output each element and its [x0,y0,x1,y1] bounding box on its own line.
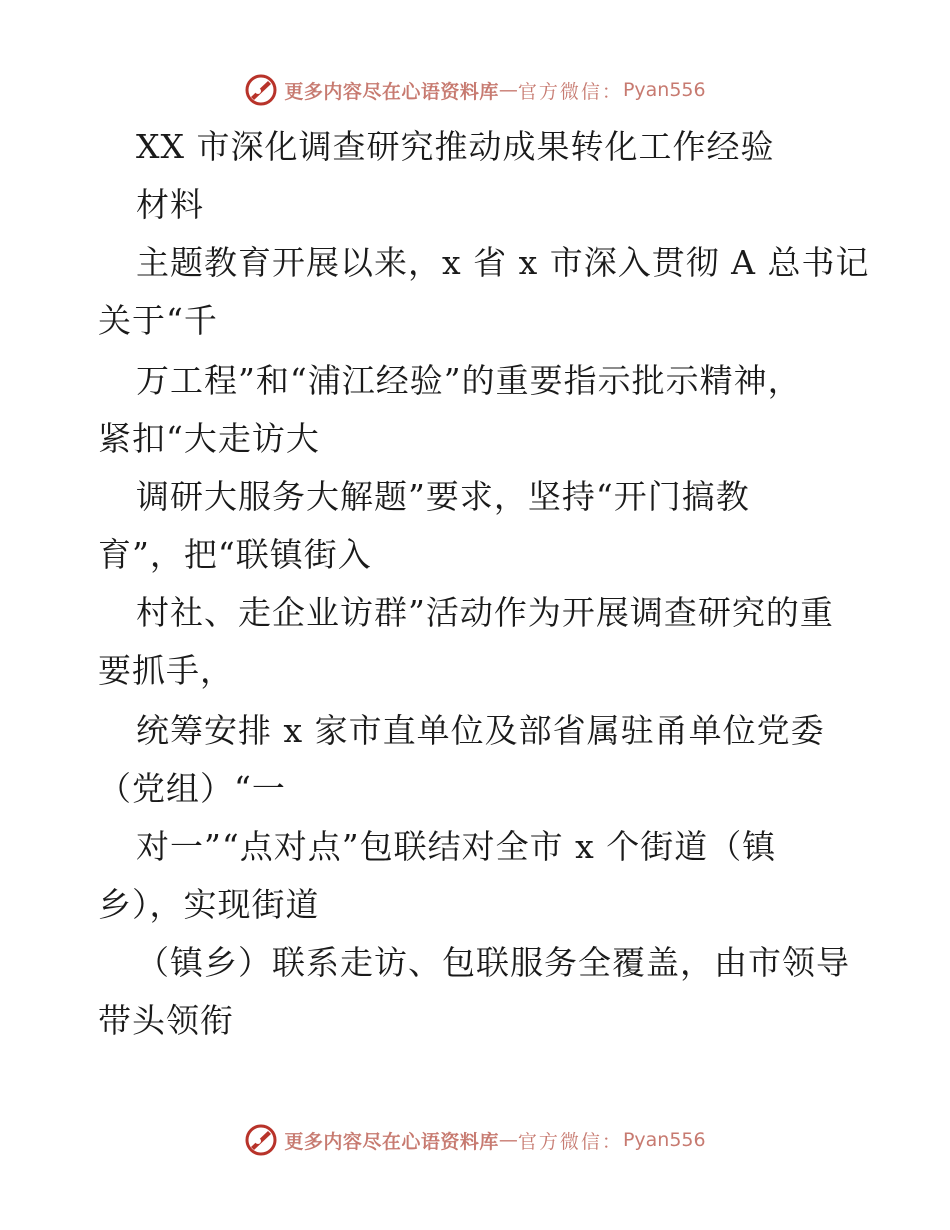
paragraph-line: 要抓手， [98,651,234,690]
paragraph-line: 万工程”和“浦江经验”的重要指示批示精神， [136,361,802,400]
watermark-lead-text: 更多内容尽在心语资料库 [284,80,499,103]
paragraph-line: 育”，把“联镇街入 [98,535,372,574]
paragraph-line: （镇乡）联系走访、包联服务全覆盖，由市领导 [136,943,850,982]
watermark-wechat-id: Pyan556 [622,1129,706,1151]
paragraph-line: 统筹安排 x 家市直单位及部省属驻甬单位党委 [136,711,825,750]
paragraph-line: （党组）“一 [98,769,286,808]
paragraph-line: 带头领衔 [98,1001,234,1040]
watermark-official-label: 官方微信： [517,80,623,103]
watermark-official-label: 官方微信： [517,1130,623,1153]
watermark-lead-text: 更多内容尽在心语资料库 [284,1130,499,1153]
watermark-dash: — [498,79,518,101]
watermark-bottom [0,1120,950,1160]
paragraph-line: 对一”“点对点”包联结对全市 x 个街道（镇 [136,827,777,866]
paragraph-line: 主题教育开展以来，x 省 x 市深入贯彻 A 总书记 [136,243,870,282]
document-title-line-2: 材料 [136,185,204,224]
paragraph-line: 调研大服务大解题”要求，坚持“开门搞教 [136,477,750,516]
logo-icon [244,73,278,107]
watermark-wechat-id: Pyan556 [622,79,706,101]
logo-icon [244,1123,278,1157]
document-title-line-1: XX 市深化调查研究推动成果转化工作经验 [136,127,775,166]
paragraph-line: 关于“千 [98,301,218,340]
paragraph-line: 紧扣“大走访大 [98,419,320,458]
paragraph-line: 乡），实现街道 [98,885,320,924]
watermark-top [0,70,950,110]
paragraph-line: 村社、走企业访群”活动作为开展调查研究的重 [136,593,834,632]
watermark-dash: — [498,1129,518,1151]
